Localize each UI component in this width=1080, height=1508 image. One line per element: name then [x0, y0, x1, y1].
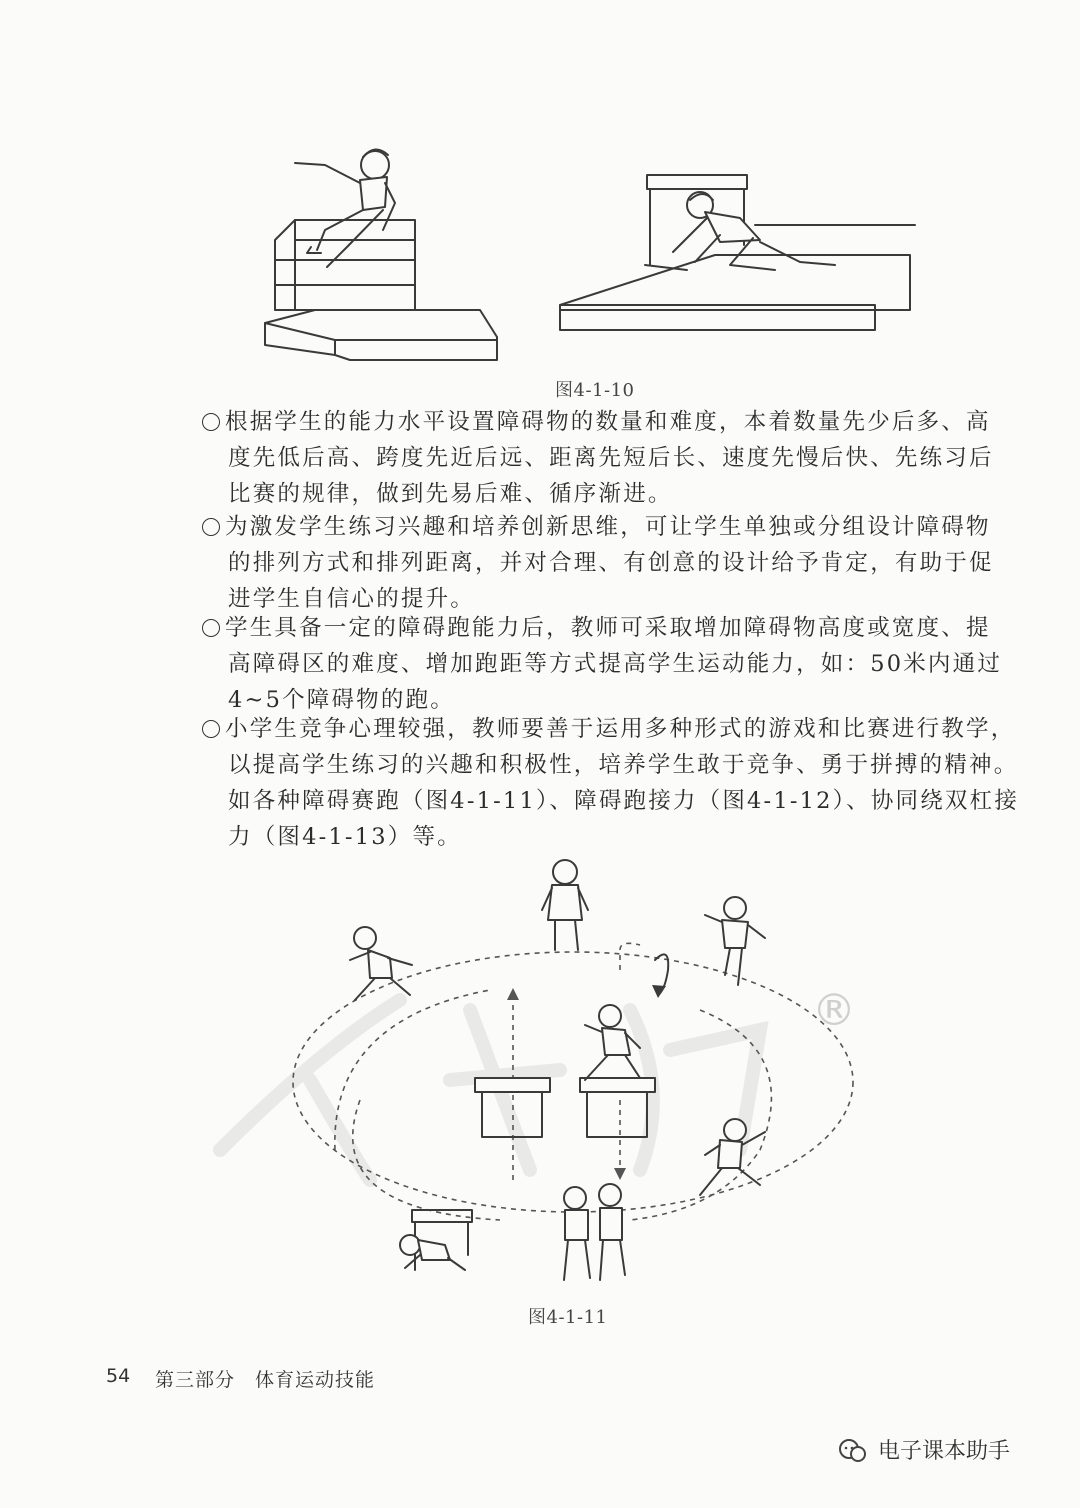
running-footer-section: 第三部分 体育运动技能: [155, 1369, 376, 1391]
paragraph-4: 小学生竞争心理较强，教师要善于运用多种形式的游戏和比赛进行教学， 以提高学生练习的兴趣和积极性，培养学生敢于竞争、勇于拼搏的精神。 如各种障碍赛跑（图4-1-11）、障碍跑接力（图4-1-12）、协同绕双杠接 力（图4-1-13）等。: [202, 711, 932, 855]
circle-bullet-icon: [202, 720, 220, 738]
circle-bullet-icon: [202, 518, 220, 536]
registered-mark: ®: [812, 985, 856, 1036]
paired-children-figure: [564, 1184, 625, 1280]
wechat-logo-icon: [838, 1436, 868, 1466]
crawl-under-frame-illustration: [555, 170, 920, 340]
circle-bullet-icon: [202, 413, 220, 431]
page-number: 54: [106, 1365, 131, 1387]
running-child-figure: [350, 927, 412, 1000]
circle-bullet-icon: [202, 619, 220, 637]
paragraph-3: 学生具备一定的障碍跑能力后，教师可采取增加障碍物高度或宽度、提 高障碍区的难度、增加跑距等方式提高学生运动能力，如：50米内通过 4~5个障碍物的跑。: [202, 610, 932, 718]
paragraph-1: 根据学生的能力水平设置障碍物的数量和难度，本着数量先少后多、高 度先低后高、跨度先近后远、距离先短后长、速度先慢后快、先练习后 比赛的规律，做到先易后难、循序渐进。: [202, 404, 932, 512]
vaulting-box-illustration: [255, 135, 515, 375]
paragraph-2: 为激发学生练习兴趣和培养创新思维，可让学生单独或分组设计障碍物 的排列方式和排列距离，并对合理、有创意的设计给予肯定，有助于促 进学生自信心的提升。: [202, 509, 932, 617]
account-name: 电子课本助手: [878, 1439, 1011, 1464]
figure-caption: 图4-1-10: [555, 380, 635, 401]
standing-child-figure: [542, 860, 588, 950]
crawling-child-figure: [400, 1235, 465, 1270]
figure-caption: 图4-1-11: [528, 1307, 608, 1328]
obstacle-race-diagram: [200, 850, 890, 1300]
running-child-figure: [705, 897, 765, 985]
